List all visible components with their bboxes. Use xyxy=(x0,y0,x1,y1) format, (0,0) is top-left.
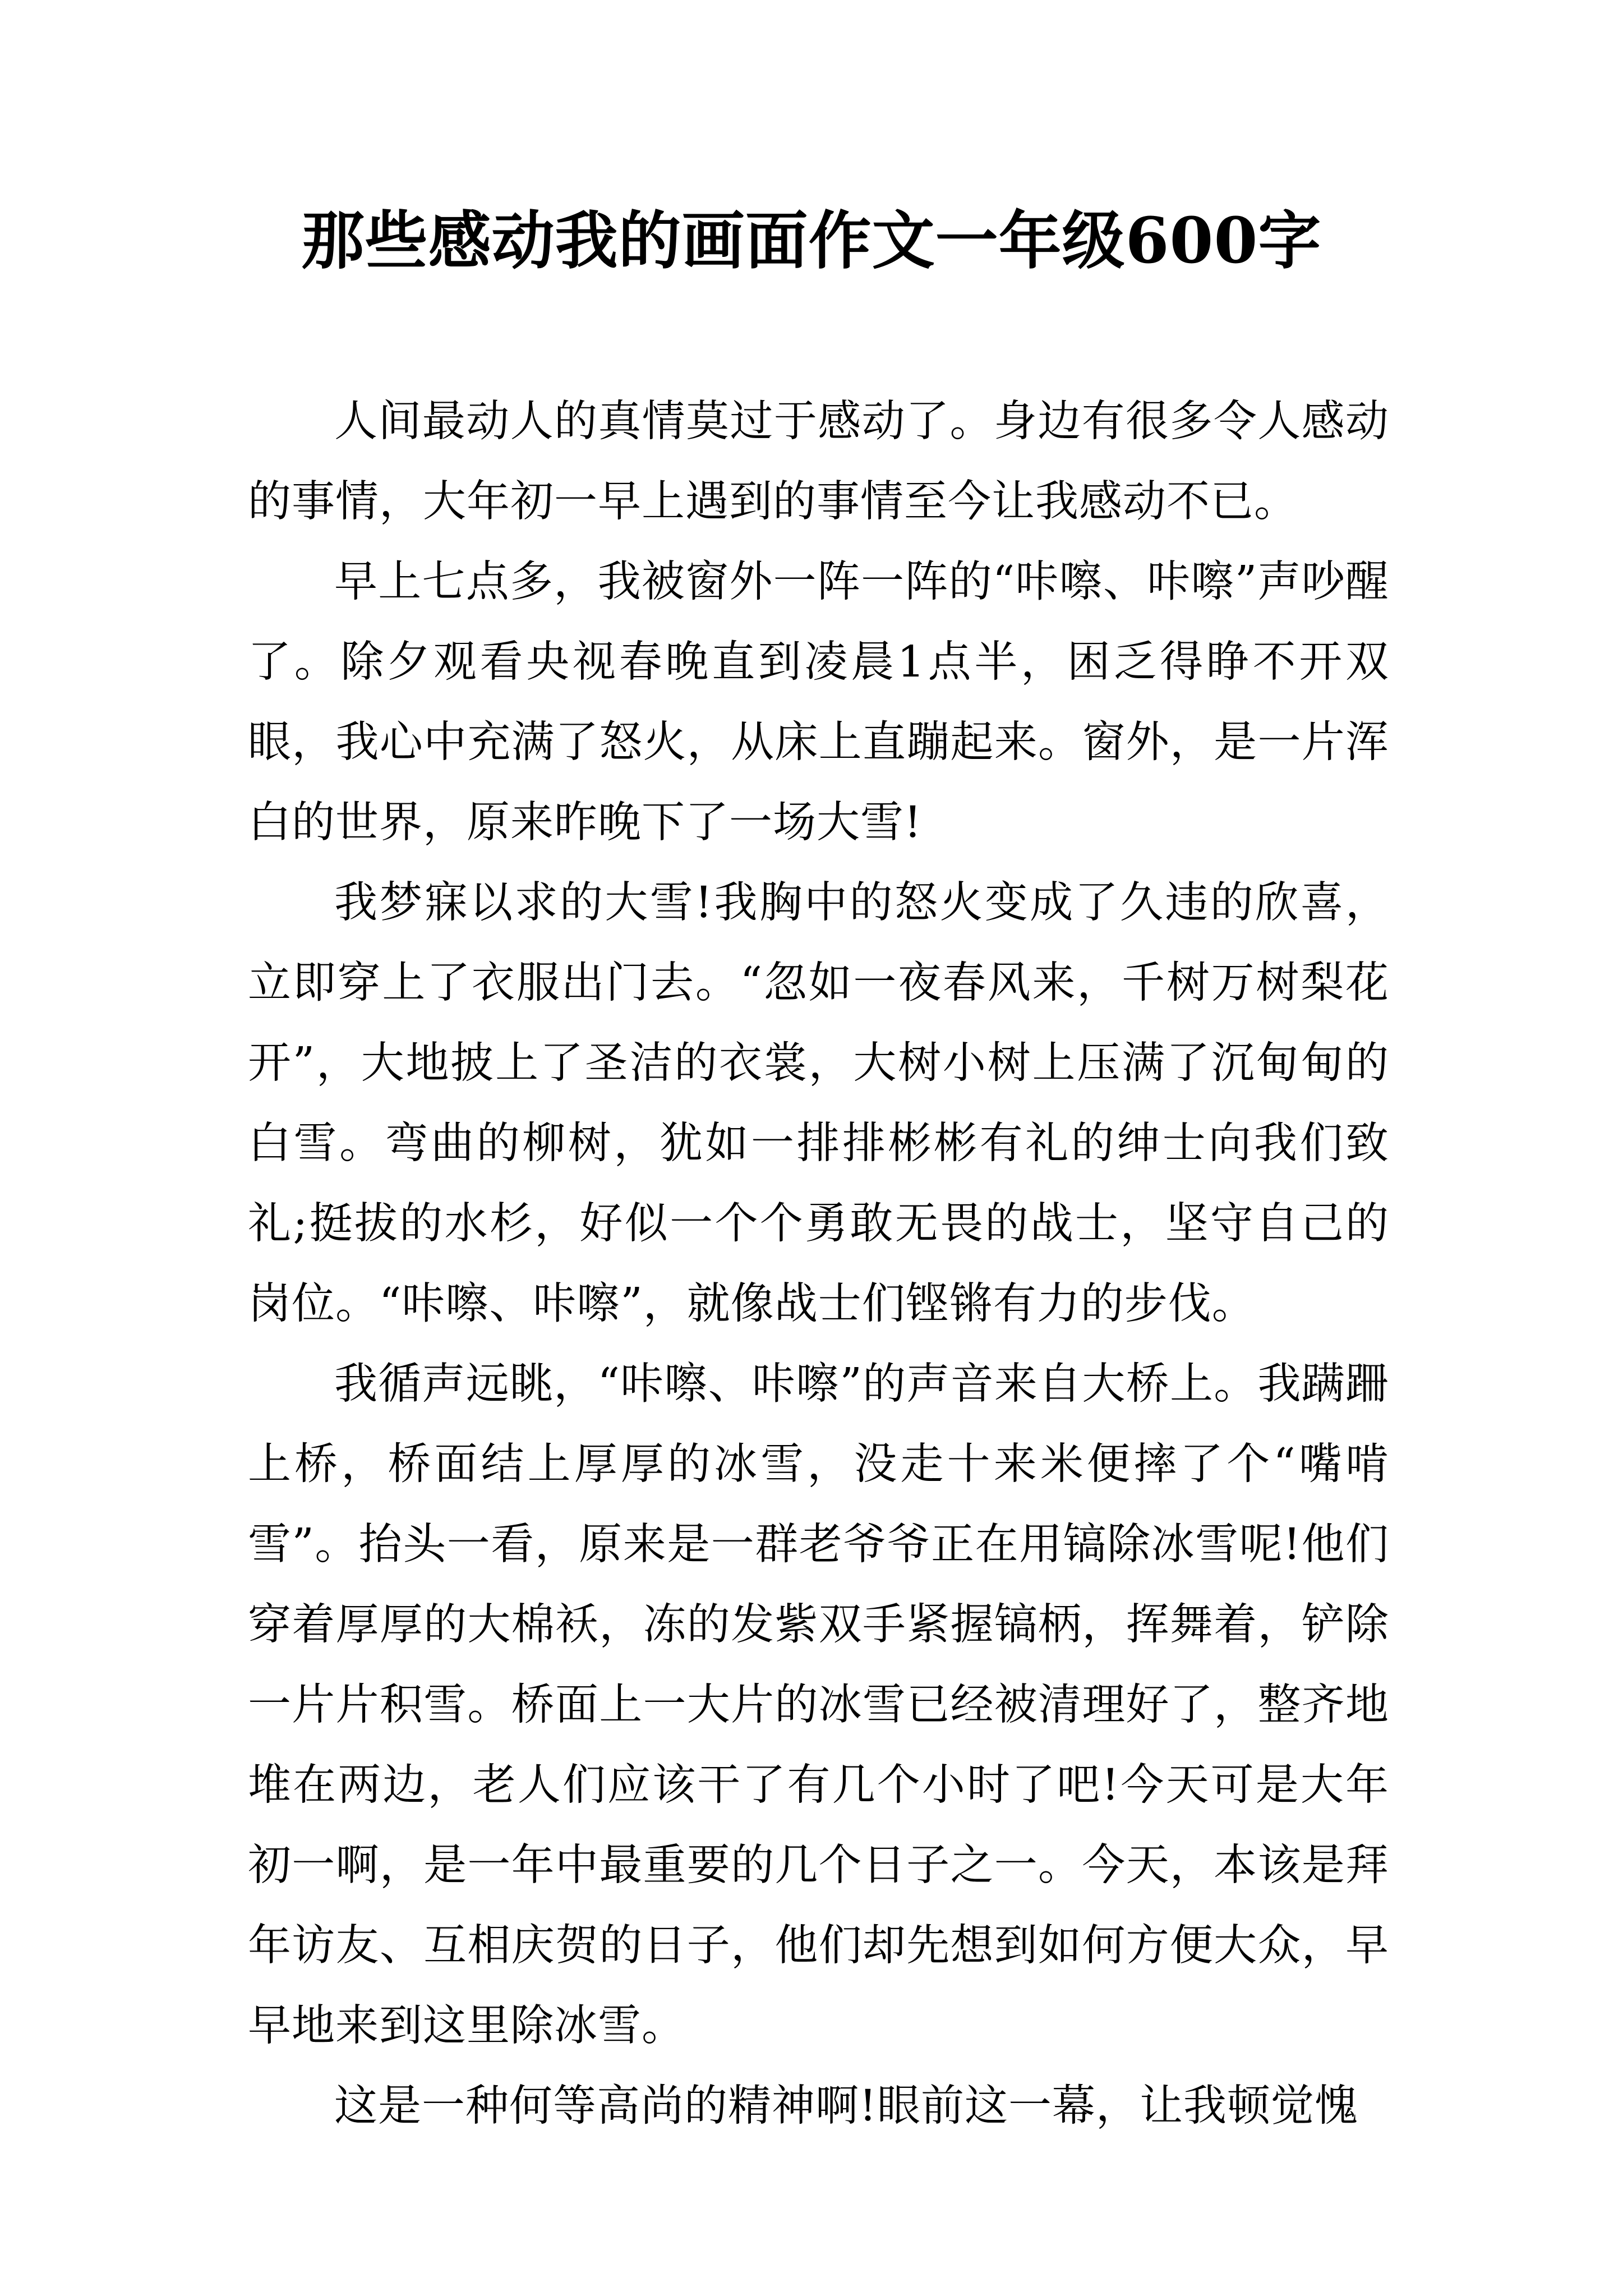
paragraph: 人间最动人的真情莫过于感动了。身边有很多令人感动的事情，大年初一早上遇到的事情至今让我感动不已。 xyxy=(248,397,1389,527)
paragraph: 早上七点多，我被窗外一阵一阵的“咔嚓、咔嚓”声吵醒了。除夕观看央视春晚直到凌晨1点半，困乏得睁不开双眼，我心中充满了怒火，从床上直蹦起来。窗外，是一片浑白的世界，原来昨晚下了一场大雪! xyxy=(248,557,1389,848)
document-title: 那些感动我的画面作文一年级600字 xyxy=(301,204,1322,278)
paragraph: 这是一种何等高尚的精神啊!眼前这一幕，让我顿觉愧 xyxy=(334,2081,1358,2131)
document-body xyxy=(248,381,1389,2146)
paragraph: 我循声远眺，“咔嚓、咔嚓”的声音来自大桥上。我蹒跚上桥，桥面结上厚厚的冰雪，没走十来米便摔了个“嘴啃雪”。抬头一看，原来是一群老爷爷正在用镐除冰雪呢!他们穿着厚厚的大棉袄，冻的发紫双手紧握镐柄，挥舞着，铲除一片片积雪。桥面上一大片的冰雪已经被清理好了，整齐地堆在两边，老人们应该干了有几个小时了吧!今天可是大年初一啊，是一年中最重要的几个日子之一。今天，本该是拜年访友、互相庆贺的日子，他们却先想到如何方便大众，早早地来到这里除冰雪。 xyxy=(248,1359,1389,2051)
paragraph: 我梦寐以求的大雪!我胸中的怒火变成了久违的欣喜，立即穿上了衣服出门去。“忽如一夜春风来，千树万树梨花开”，大地披上了圣洁的衣裳，大树小树上压满了沉甸甸的白雪。弯曲的柳树，犹如一排排彬彬有礼的绅士向我们致礼;挺拔的水杉，好似一个个勇敢无畏的战士，坚守自己的岗位。“咔嚓、咔嚓”，就像战士们铿锵有力的步伐。 xyxy=(248,878,1389,1329)
